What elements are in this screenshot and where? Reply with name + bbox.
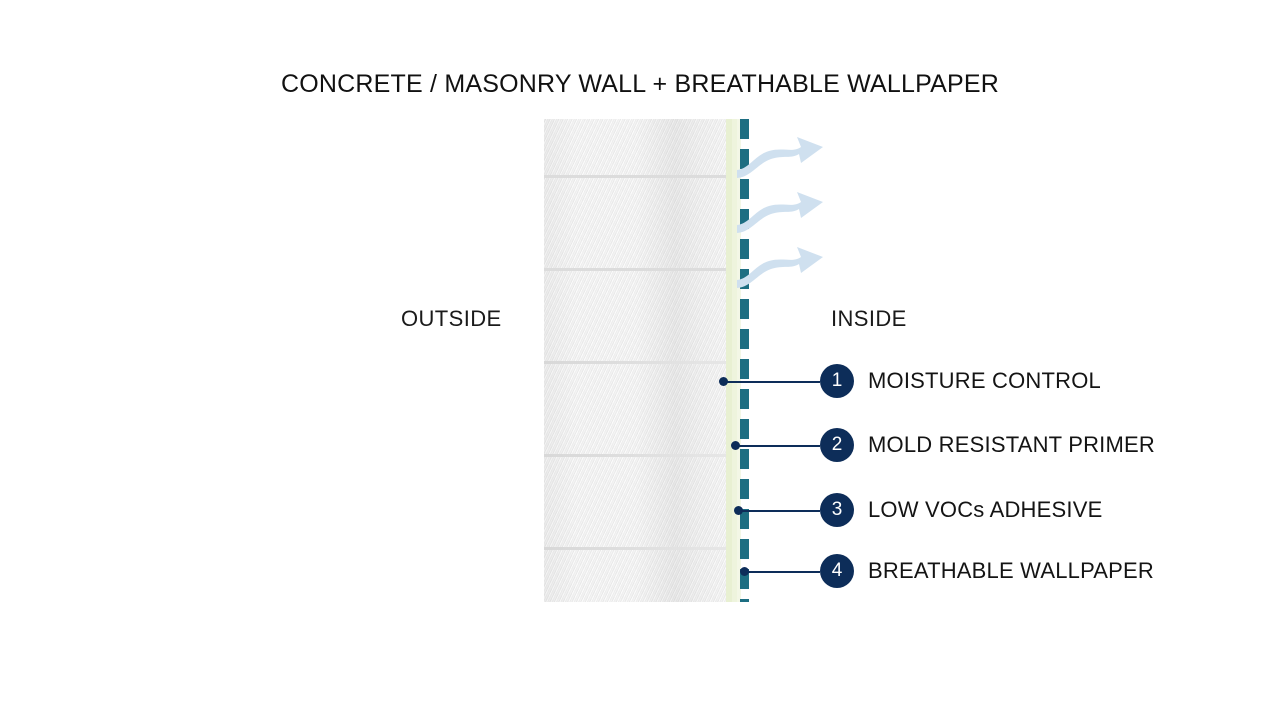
- leader-line-3: [739, 510, 820, 512]
- callout-badge-2: 2: [820, 428, 854, 462]
- mortar-joint: [544, 268, 726, 271]
- label-inside: INSIDE: [831, 306, 907, 331]
- callout-4[interactable]: [820, 554, 1154, 588]
- callout-2[interactable]: [820, 428, 1155, 462]
- mortar-joint: [544, 361, 726, 364]
- page-title: CONCRETE / MASONRY WALL + BREATHABLE WALLPAPER: [281, 70, 999, 98]
- callout-badge-1: 1: [820, 364, 854, 398]
- callout-3[interactable]: [820, 493, 1102, 527]
- mortar-joint: [544, 454, 726, 457]
- leader-line-2: [736, 445, 820, 447]
- mortar-joint: [544, 175, 726, 178]
- wall-stack: [544, 119, 752, 602]
- callout-label-2: MOLD RESISTANT PRIMER: [868, 432, 1155, 457]
- label-outside: OUTSIDE: [401, 306, 502, 331]
- leader-line-1: [724, 381, 820, 383]
- callout-badge-4: 4: [820, 554, 854, 588]
- callout-1[interactable]: [820, 364, 1101, 398]
- callout-label-3: LOW VOCs ADHESIVE: [868, 497, 1103, 522]
- vapor-arrows-group: [735, 125, 845, 300]
- mortar-joint: [544, 547, 726, 550]
- callout-label-1: MOISTURE CONTROL: [868, 368, 1101, 393]
- callout-badge-3: 3: [820, 493, 854, 527]
- leader-line-4: [745, 571, 820, 573]
- vapor-arrow-icon: [735, 125, 845, 300]
- callout-label-4: BREATHABLE WALLPAPER: [868, 558, 1155, 583]
